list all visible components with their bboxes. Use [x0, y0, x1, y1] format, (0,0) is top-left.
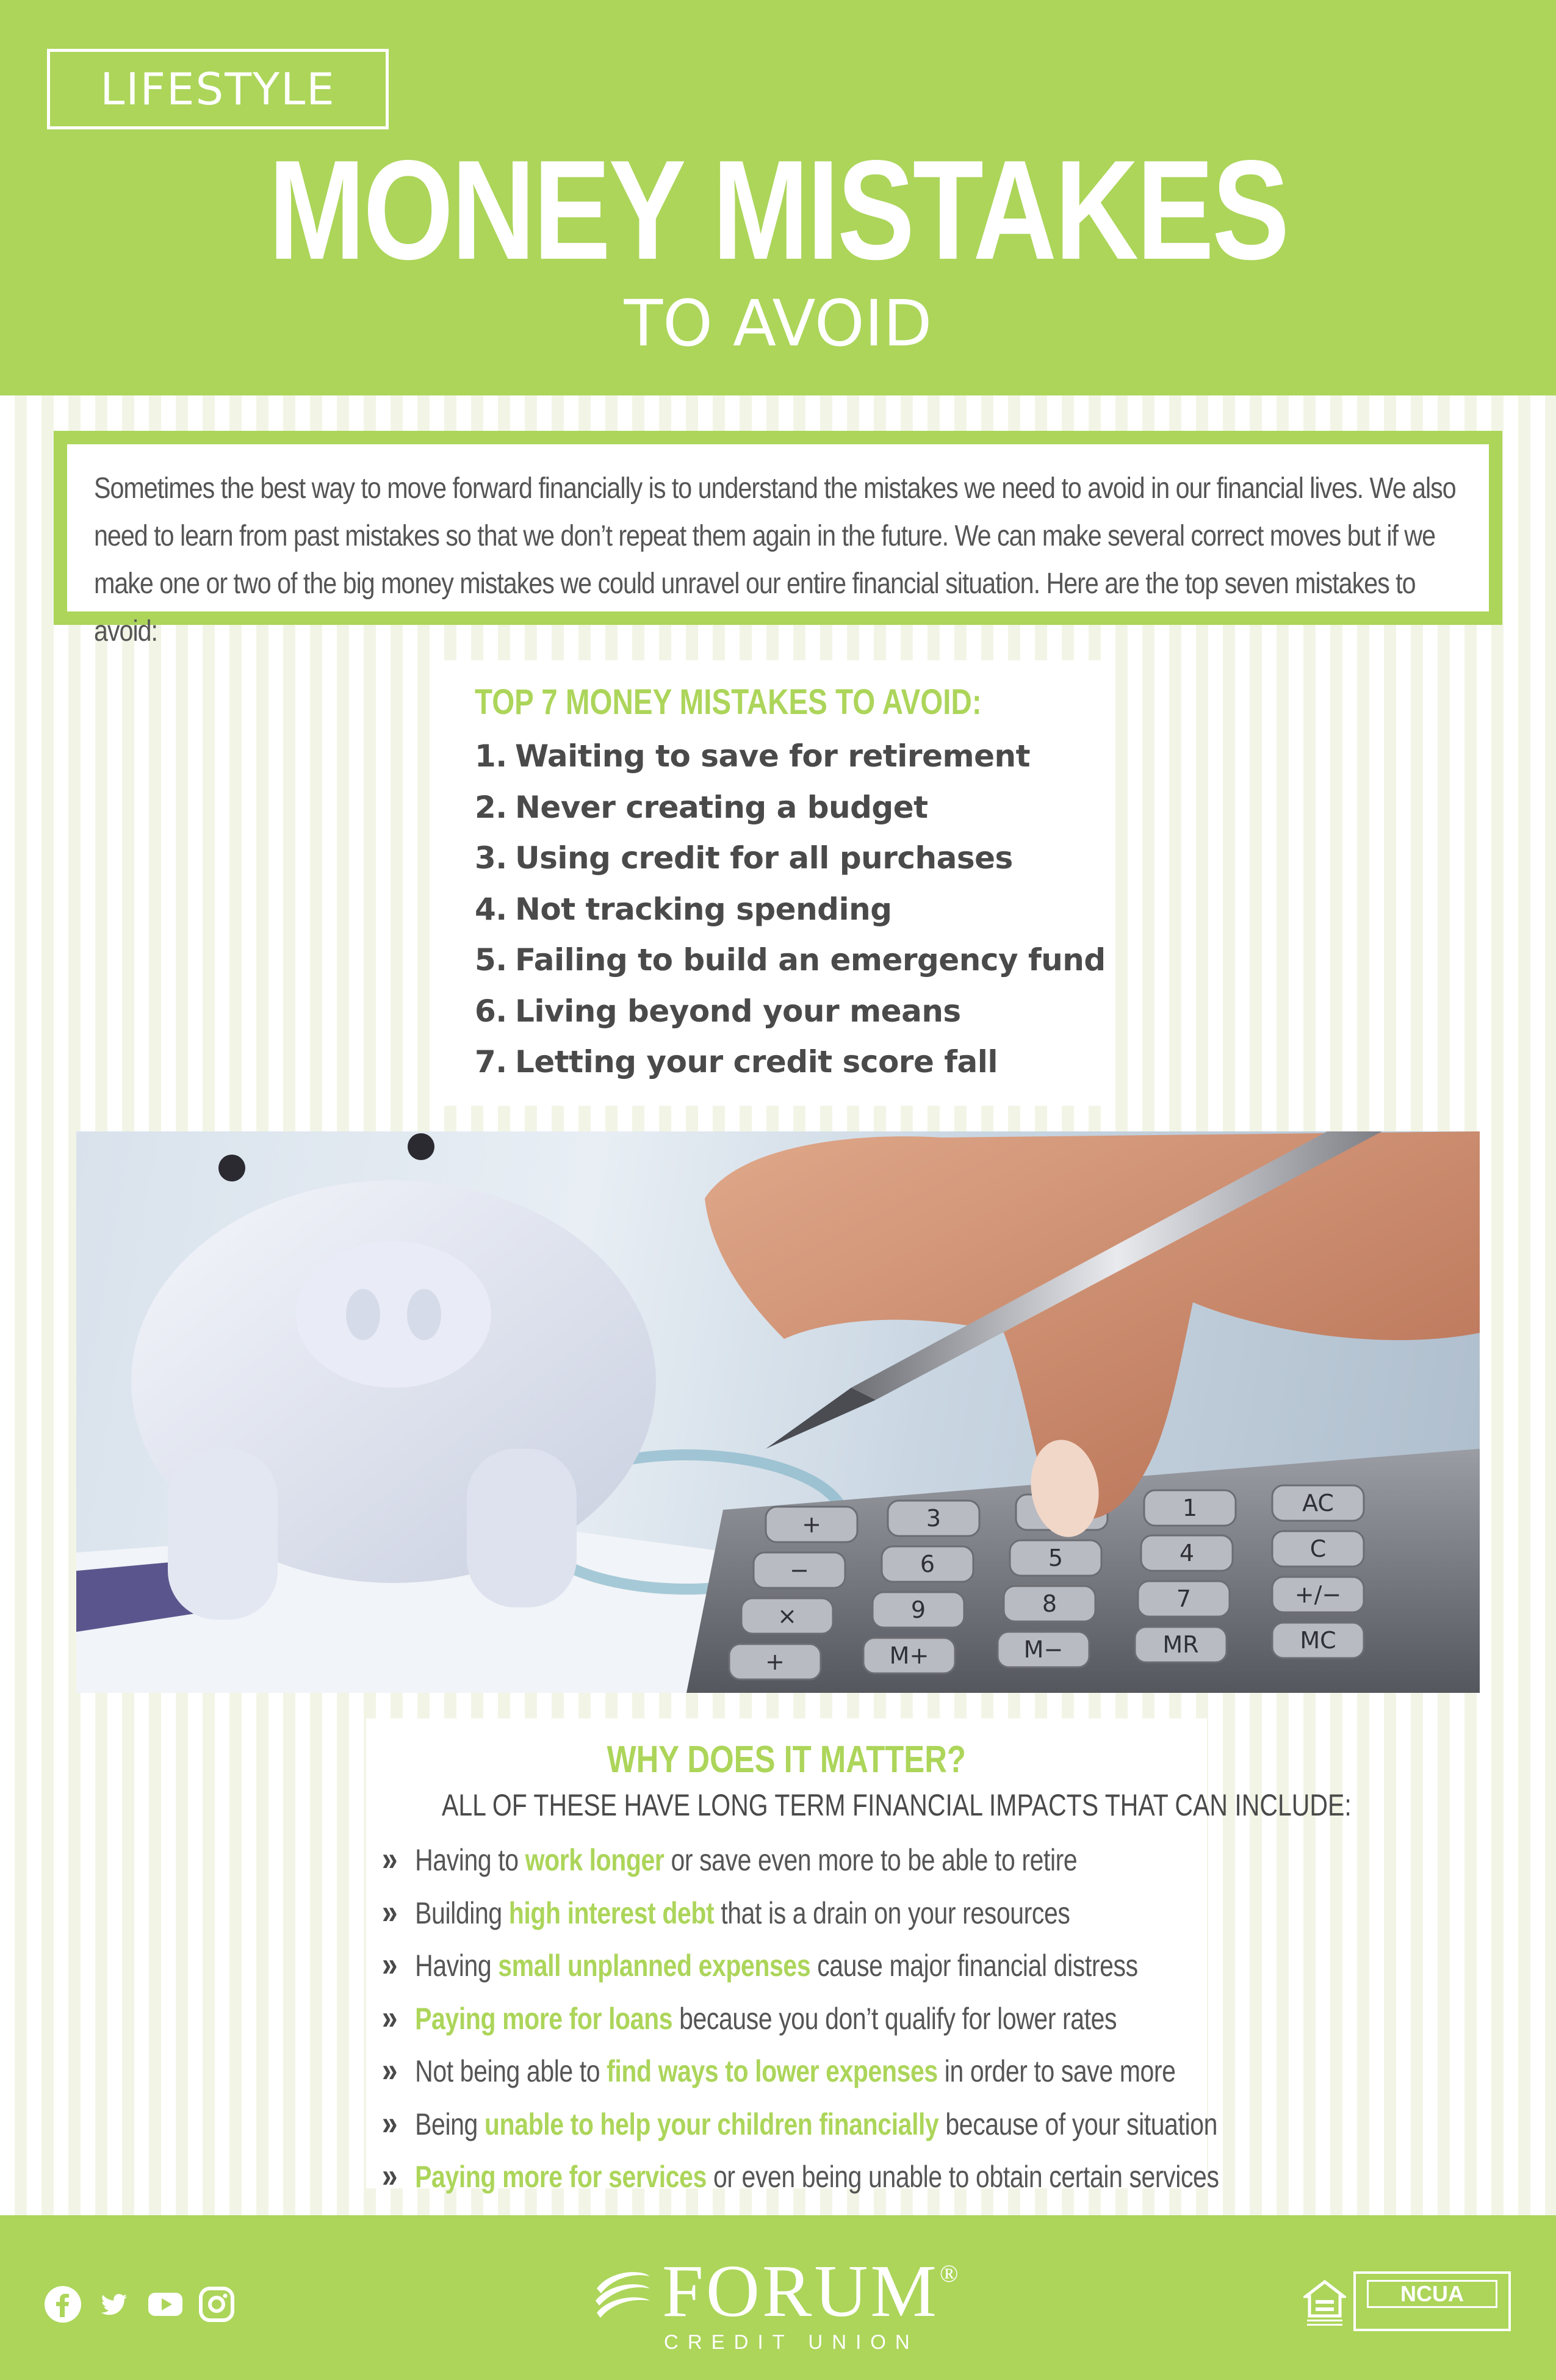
- ncua-label: NCUA: [1367, 2280, 1497, 2308]
- logo-name: FORUM: [662, 2250, 939, 2332]
- chevron-bullet-icon: »: [382, 1997, 398, 2036]
- calculator-key-label: ×: [777, 1603, 797, 1629]
- list-item: » Being unable to help your children financially because of your situation: [382, 2097, 1183, 2151]
- list-item: 1. Waiting to save for retirement: [475, 738, 1031, 774]
- chevron-bullet-icon: »: [382, 2103, 398, 2142]
- equal-housing-opportunity-icon: [1303, 2279, 1346, 2329]
- forum-credit-union-logo[interactable]: [586, 2250, 976, 2353]
- intro-box: [54, 431, 1502, 647]
- calculator-key-label: M−: [1023, 1636, 1064, 1663]
- forum-swoosh-icon: [592, 2264, 653, 2325]
- calculator-key-label: M+: [889, 1642, 929, 1669]
- list-item: » Having to work longer or save even more to be able to retire: [382, 1833, 1183, 1886]
- calculator-key-label: 5: [1048, 1545, 1064, 1571]
- chevron-bullet-icon: »: [382, 1945, 398, 1983]
- why-it-matters-panel: [366, 1718, 1352, 2194]
- category-label: LIFESTYLE: [47, 49, 389, 129]
- intro-text: Sometimes the best way to move forward financially is to understand the mistakes we need to avoid in our financial lives. We also need to learn from past mistakes so that we don’t repeat them again in the future. We can make several correct moves but if we make one or two of the big money mistakes we could unravel our entire financial situation. Here are the top seven mistakes to avoid:: [94, 472, 1456, 647]
- why-subheading: ALL OF THESE HAVE LONG TERM FINANCIAL IMPACTS THAT CAN INCLUDE:: [442, 1788, 1352, 1822]
- list-item: » Not being able to find ways to lower expenses in order to save more: [382, 2044, 1183, 2097]
- calculator-key-label: +/−: [1294, 1581, 1342, 1608]
- list-item: 4. Not tracking spending: [475, 891, 892, 927]
- top-mistakes-list: [475, 731, 1108, 1088]
- list-item: » Building high interest debt that is a drain on your resources: [382, 1886, 1183, 1939]
- calculator-key-label: 7: [1176, 1585, 1192, 1612]
- calculator-key-label: +: [765, 1648, 785, 1675]
- list-item: » Paying more for services or even being unable to obtain certain services: [382, 2150, 1183, 2203]
- calculator-key-label: AC: [1302, 1490, 1334, 1516]
- registered-mark: ®: [940, 2260, 959, 2287]
- calculator-key-label: MR: [1162, 1631, 1199, 1658]
- chevron-bullet-icon: »: [382, 1892, 398, 1931]
- logo-subtext: CREDIT UNION: [664, 2331, 919, 2353]
- calculator-key-label: C: [1309, 1535, 1327, 1562]
- list-item: 6. Living beyond your means: [475, 993, 961, 1029]
- list-item: » Paying more for loans because you don’t qualify for lower rates: [382, 1992, 1183, 2045]
- impacts-list: [366, 1833, 1219, 2203]
- list-item: 7. Letting your credit score fall: [475, 1044, 998, 1080]
- calculator-key-label: −: [790, 1557, 809, 1584]
- piggy-bank-calculator-photo: [76, 1131, 1480, 1693]
- list-item: 5. Failing to build an emergency fund: [475, 942, 1106, 978]
- footer: [0, 2215, 1556, 2380]
- youtube-icon[interactable]: [146, 2285, 184, 2323]
- calculator-key-label: 8: [1042, 1590, 1057, 1617]
- ncua-badge: [1353, 2271, 1511, 2331]
- chevron-bullet-icon: »: [382, 2050, 398, 2089]
- facebook-icon[interactable]: [44, 2285, 82, 2323]
- photo-illustration: [76, 1131, 1480, 1693]
- list-item: 3. Using credit for all purchases: [475, 840, 1013, 876]
- top-mistakes-heading: TOP 7 MONEY MISTAKES TO AVOID:: [475, 682, 982, 722]
- chevron-bullet-icon: »: [382, 2156, 398, 2194]
- calculator-key-label: 6: [920, 1551, 935, 1578]
- page-title: MONEY MISTAKES: [268, 131, 1288, 289]
- calculator-key-label: 4: [1179, 1540, 1195, 1567]
- page-subtitle: TO AVOID: [624, 286, 932, 361]
- list-item: 2. Never creating a budget: [475, 789, 928, 825]
- calculator-key-label: +: [802, 1511, 821, 1538]
- twitter-icon[interactable]: [95, 2285, 133, 2323]
- calculator-key-label: 3: [926, 1505, 942, 1532]
- social-links: [44, 2285, 236, 2323]
- header-banner: [0, 0, 1556, 395]
- top-mistakes-panel: [443, 660, 1108, 1106]
- calculator-key-label: MC: [1300, 1627, 1336, 1654]
- chevron-bullet-icon: »: [382, 1839, 398, 1878]
- calculator-key-label: 1: [1182, 1495, 1198, 1521]
- instagram-icon[interactable]: [198, 2285, 236, 2323]
- list-item: » Having small unplanned expenses cause major financial distress: [382, 1939, 1183, 1992]
- calculator-key-label: 9: [910, 1596, 926, 1623]
- why-heading: WHY DOES IT MATTER?: [607, 1739, 967, 1781]
